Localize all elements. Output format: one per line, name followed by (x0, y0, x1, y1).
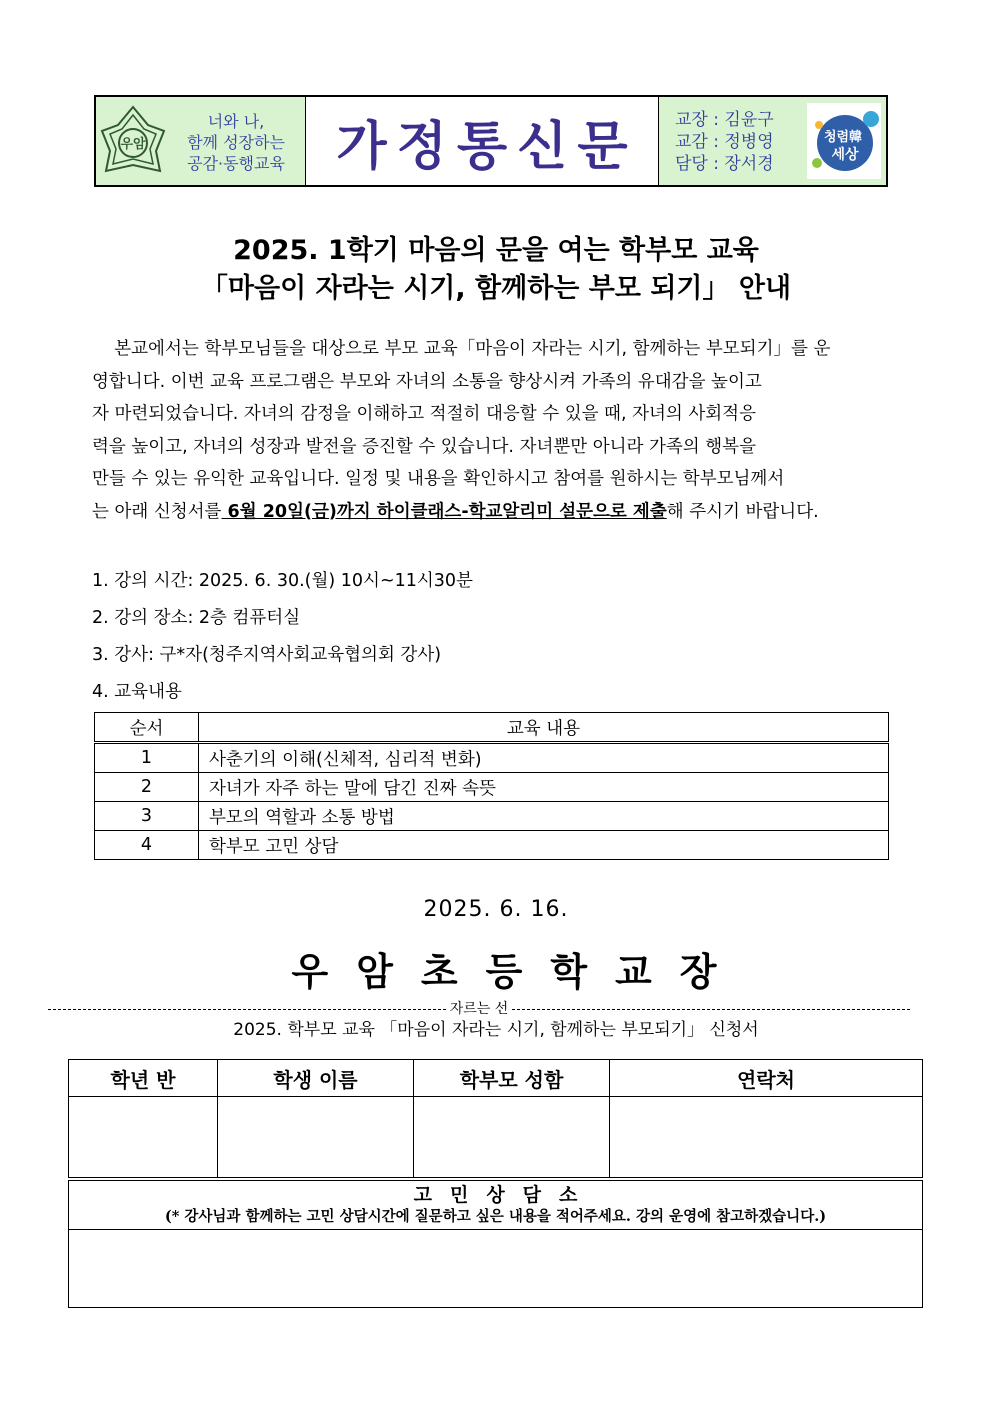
lecture-content-label: 4. 교육내용 (92, 682, 182, 702)
paragraph-text: 해 주시기 바랍니다. (666, 501, 819, 522)
lecture-time: 1. 강의 시간: 2025. 6. 30.(월) 10시~11시30분 (92, 571, 473, 591)
row-number: 4 (95, 831, 199, 860)
column-header-parent-name: 학부모 성함 (414, 1060, 610, 1097)
row-number: 2 (95, 773, 199, 802)
column-header-order: 순서 (95, 713, 199, 743)
staff-vice-principal: 교감 : 정병영 (675, 132, 774, 152)
logo-text-line: 세상 (831, 147, 859, 163)
contact-field[interactable] (610, 1097, 923, 1178)
consultation-question-field[interactable] (69, 1230, 922, 1308)
school-principal-signature: 우암초등학교장 (291, 950, 745, 994)
deadline-highlight: 6월 20일(금)까지 하이클래스-학교알리미 설문으로 제출 (221, 501, 667, 522)
staff-list (675, 109, 774, 175)
school-emblem-icon (100, 105, 166, 177)
column-header-student-name: 학생 이름 (218, 1060, 414, 1097)
lecture-info-list (92, 563, 473, 711)
paragraph-line (92, 333, 902, 366)
table-row (95, 831, 889, 860)
column-header-content: 교육 내용 (199, 713, 889, 743)
cut-line-dash (48, 1009, 446, 1010)
school-motto (170, 111, 302, 174)
staff-in-charge: 담당 : 장서경 (675, 154, 774, 174)
application-input-row (69, 1097, 923, 1178)
paragraph-line-text: 만들 수 있는 유익한 교육입니다. 일정 및 내용을 확인하시고 참여를 원하시는 학부모님께서 (92, 469, 785, 489)
staff-principal: 교장 : 김윤구 (675, 110, 774, 130)
column-header-grade-class: 학년 반 (69, 1060, 218, 1097)
consultation-note: (* 강사님과 함께하는 고민 상담시간에 질문하고 싶은 내용을 적어주세요. 강의 운영에 참고하겠습니다.) (164, 1208, 827, 1225)
application-header-row (69, 1060, 923, 1097)
motto-line: 공감·동행교육 (187, 154, 285, 173)
row-content: 사춘기의 이해(신체적, 심리적 변화) (199, 743, 889, 773)
row-content: 학부모 고민 상담 (199, 831, 889, 860)
newsletter-title: 가정통신문 (336, 115, 638, 177)
paragraph-line-text: 력을 높이고, 자녀의 성장과 발전을 증진할 수 있습니다. 자녀뿐만 아니라 가족의 행복을 (92, 436, 756, 457)
row-content: 부모의 역할과 소통 방법 (199, 802, 889, 831)
lecture-instructor: 3. 강사: 구*자(청주지역사회교육협의회 강사) (92, 645, 442, 665)
paragraph-line-text: 본교에서는 학부모님들을 대상으로 부모 교육「마음이 자라는 시기, 함께하는 부모되기」를 운 (92, 339, 831, 359)
application-table (68, 1059, 923, 1178)
grade-class-field[interactable] (69, 1097, 218, 1178)
row-number: 1 (95, 743, 199, 773)
emblem-text: 우암 (120, 137, 146, 152)
paragraph-line (92, 463, 902, 496)
consultation-header (69, 1181, 922, 1230)
table-row (95, 802, 889, 831)
header-right-panel (659, 97, 886, 185)
paragraph-text: 는 아래 신청서를 (92, 501, 222, 522)
header-left-panel (96, 97, 306, 185)
table-row (95, 773, 889, 802)
title-line-2: 「마음이 자라는 시기, 함께하는 부모 되기」 안내 (200, 273, 792, 304)
paragraph-line (92, 496, 902, 529)
issue-date: 2025. 6. 16. (423, 897, 569, 922)
consultation-title: 고민상담소 (413, 1184, 596, 1206)
integrity-logo (807, 103, 881, 179)
intro-paragraph (92, 333, 902, 528)
consultation-box (68, 1180, 923, 1308)
title-line-1: 2025. 1학기 마음의 문을 여는 학부모 교육 (233, 235, 759, 266)
header-title-panel (306, 97, 659, 185)
motto-line: 함께 성장하는 (187, 133, 285, 152)
paragraph-line (92, 398, 902, 431)
row-content: 자녀가 자주 하는 말에 담긴 진짜 속뜻 (199, 773, 889, 802)
integrity-logo-icon (807, 103, 881, 179)
table-header-row (95, 713, 889, 743)
motto-line: 너와 나, (207, 112, 265, 131)
parent-name-field[interactable] (414, 1097, 610, 1178)
paragraph-line (92, 431, 902, 464)
cut-line-dash (512, 1009, 910, 1010)
newsletter-header (94, 95, 888, 187)
curriculum-table (94, 712, 889, 860)
paragraph-line-text: 자 마련되었습니다. 자녀의 감정을 이해하고 적절히 대응할 수 있을 때, 자녀의 사회적응 (92, 404, 756, 424)
document-title (0, 232, 992, 308)
cut-line-label: 자르는 선 (449, 1001, 509, 1017)
application-form-title: 2025. 학부모 교육 「마음이 자라는 시기, 함께하는 부모되기」 신청서 (233, 1020, 759, 1040)
column-header-contact: 연락처 (610, 1060, 923, 1097)
lecture-place: 2. 강의 장소: 2층 컴퓨터실 (92, 608, 301, 628)
table-row (95, 743, 889, 773)
student-name-field[interactable] (218, 1097, 414, 1178)
logo-text-line: 청렴韓 (823, 130, 863, 145)
row-number: 3 (95, 802, 199, 831)
paragraph-line (92, 366, 902, 399)
paragraph-line-text: 영합니다. 이번 교육 프로그램은 부모와 자녀의 소통을 향상시켜 가족의 유대감을 높이고 (92, 371, 762, 392)
